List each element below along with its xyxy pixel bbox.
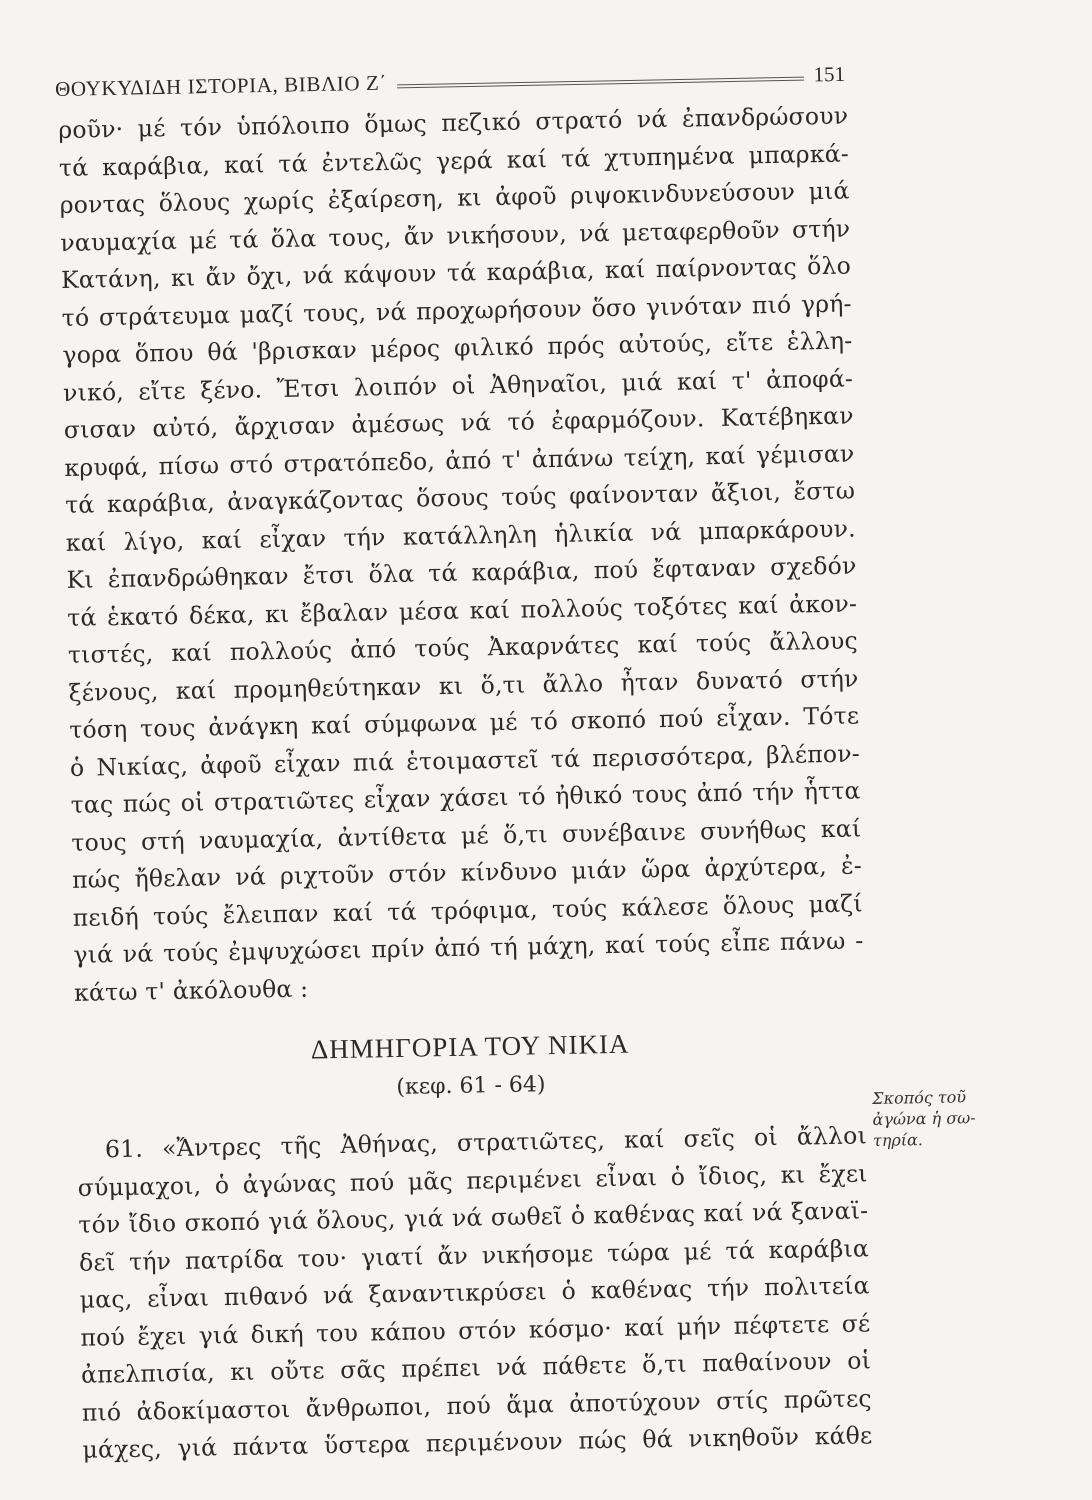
text-line: ροντας ὅλους χωρίς ἐξαίρεση, κι ἀφοῦ ριψοκινδυνεύσουν μιά	[59, 176, 850, 219]
text-line: τιστές, καί πολλούς ἀπό τούς Ἀκαρνάτες καί τούς ἄλλους	[67, 626, 859, 669]
text-line: ξένους, καί προμηθεύτηκαν κι ὅ,τι ἄλλο ἦταν δυνατό στήν	[68, 663, 859, 707]
text-line: μας, εἶναι πιθανό νά ξαναντικρύσει ὁ καθένας τήν πολιτεία	[79, 1271, 870, 1314]
text-line: τά καράβια, ἀναγκάζοντας ὅσους τούς φαίνονταν ἄξιοι, ἔστω	[64, 476, 856, 519]
text-line: τό στράτευμα μαζί τους, νά προχωρήσουν ὅσο γινόταν πιό γρή-	[61, 288, 852, 332]
margin-note-line: τηρία.	[872, 1130, 924, 1150]
margin-note	[872, 1085, 1043, 1151]
margin-note-line: ἀγώνα ἡ σω-	[872, 1108, 976, 1129]
book-title: ΘΟΥΚΥΔΙΔΗ ΙΣΤΟΡΙΑ, ΒΙΒΛΙΟ Ζ΄	[54, 70, 388, 101]
margin-note-line: Σκοπός τοῦ	[872, 1087, 967, 1108]
text-line: Κι ἐπανδρώθηκαν ἔτσι ὅλα τά καράβια, πού ἔφταναν σχεδόν	[66, 551, 857, 594]
text-line: νικό, εἴτε ξένο. Ἔτσι λοιπόν οἱ Ἀθηναῖοι, μιά καί τ' ἀποφά-	[62, 363, 854, 407]
text-line: τά ἑκατό δέκα, κι ἔβαλαν μέσα καί πολλούς τοξότες καί ἀκον-	[67, 588, 858, 632]
text-line: τόν ἴδιο σκοπό γιά ὅλους, γιά νά σωθεῖ ὁ καθένας καί νά ξαναϊ-	[78, 1196, 869, 1239]
section-reference: (κεφ. 61 - 64)	[396, 1072, 546, 1100]
running-head	[55, 53, 846, 102]
text-line: σισαν αὐτό, ἄρχισαν ἀμέσως νά τό ἐφαρμόζουν. Κατέβηκαν	[63, 401, 854, 444]
text-line: μάχες, γιά πάντα ὕστερα περιμένουν πώς θά νικηθοῦν κάθε	[82, 1421, 873, 1464]
paragraph-1	[58, 98, 864, 1012]
body-text	[58, 98, 873, 1470]
text-line: πού ἔχει γιά δική του κάπου στόν κόσμο· καί μήν πέφτετε σέ	[80, 1308, 871, 1352]
text-line: κάτω τ' ἀκόλουθα :	[73, 974, 309, 1007]
text-line: ναυμαχία μέ τά ὅλα τους, ἄν νικήσουν, νά μεταφερθοῦν στήν	[60, 214, 851, 257]
section-title: ΔΗΜΗΓΟΡΙΑ ΤΟΥ ΝΙΚΙΑ	[310, 1028, 630, 1065]
text-line: 61. «Ἄντρες τῆς Ἀθήνας, στρατιῶτες, καί σεῖς οἱ ἄλλοι	[104, 1121, 868, 1164]
text-line: Κατάνη, κι ἄν ὄχι, νά κάψουν τά καράβια, καί παίρνοντας ὅλο	[60, 251, 852, 294]
text-line: καί λίγο, καί εἶχαν τήν κατάλληλη ἡλικία νά μπαρκάρουν.	[65, 513, 857, 557]
text-line: τας πώς οἱ στρατιῶτες εἶχαν χάσει τό ἠθικό τους ἀπό τήν ἧττα	[70, 776, 861, 819]
text-line: πειδή τούς ἔλειπαν καί τά τρόφιμα, τούς κάλεσε ὅλους μαζί	[72, 888, 863, 932]
text-line: ροῦν· μέ τόν ὑπόλοιπο ὅμως πεζικό στρατό νά ἐπανδρώσουν	[58, 101, 849, 144]
text-line: γιά νά τούς ἐμψυχώσει πρίν ἀπό τή μάχη, καί τούς εἶπε πάνω -	[73, 926, 864, 969]
text-line: τά καράβια, καί τά ἐντελῶς γερά καί τά χτυπημένα μπαρκά-	[58, 139, 850, 182]
text-line: πιό ἀδοκίμαστοι ἄνθρωποι, πού ἅμα ἀποτύχουν στίς πρῶτες	[81, 1383, 872, 1427]
header-rule	[397, 77, 803, 89]
text-line: ἀπελπισία, κι οὔτε σᾶς πρέπει νά πάθετε ὅ,τι παθαίνουν οἱ	[80, 1346, 872, 1389]
text-line: τόση τους ἀνάγκη καί σύμφωνα μέ τό σκοπό πού εἶχαν. Τότε	[69, 701, 860, 744]
text-line: κρυφά, πίσω στό στρατόπεδο, ἀπό τ' ἀπάνω τείχη, καί γέμισαν	[64, 438, 855, 482]
paragraph-2	[77, 1117, 873, 1469]
text-line: τους στή ναυμαχία, ἀντίθετα μέ ὅ,τι συνέβαινε συνήθως καί	[71, 813, 862, 857]
text-line: πώς ἤθελαν νά ριχτοῦν στόν κίνδυνο μιάν ὥρα ἀρχύτερα, ἐ-	[71, 851, 863, 894]
text-line: ὁ Νικίας, ἀφοῦ εἶχαν πιά ἑτοιμαστεῖ τά περισσότερα, βλέπον-	[69, 738, 861, 782]
text-line: γορα ὅπου θά 'βρισκαν μέρος φιλικό πρός αὐτούς, εἴτε ἑλλη-	[62, 326, 853, 369]
text-line: σύμμαχοι, ὁ ἀγώνας πού μᾶς περιμένει εἶναι ὁ ἴδιος, κι ἔχει	[77, 1158, 868, 1202]
page-number: 151	[813, 61, 846, 87]
text-line: δεῖ τήν πατρίδα του· γιατί ἄν νικήσομε τώρα μέ τά καράβια	[78, 1233, 870, 1277]
